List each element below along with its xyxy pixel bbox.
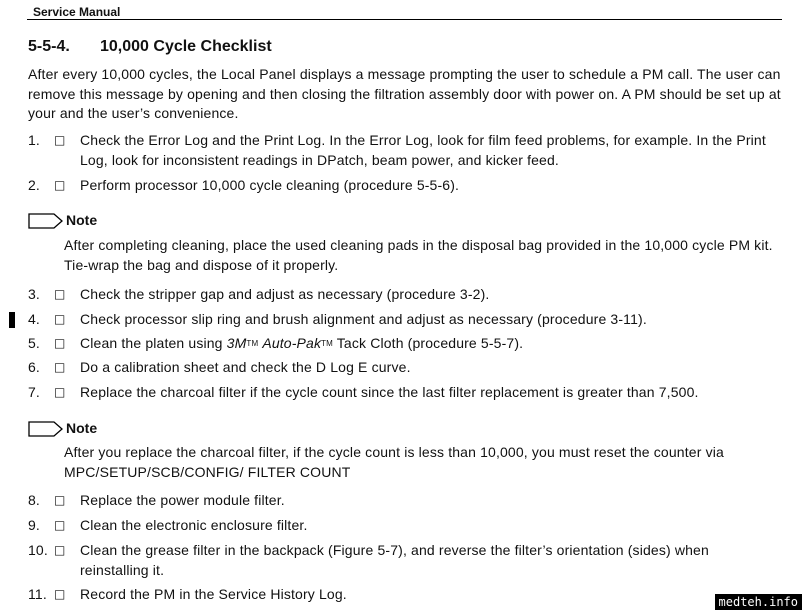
item-number: 9. bbox=[28, 517, 40, 533]
item-text: Clean the electronic enclosure filter. bbox=[80, 517, 308, 533]
item-number: 6. bbox=[28, 359, 40, 375]
item-text: Check the Error Log and the Print Log. In the Error Log, look for film feed problems, for example. In the Print Log, look for inconsistent readings in DPatch, beam power, and kicker feed. bbox=[80, 132, 766, 168]
checkbox-icon[interactable]: □ bbox=[54, 312, 66, 326]
brand-autopak: Auto-Pak bbox=[262, 335, 322, 351]
note-label: Note bbox=[66, 212, 98, 228]
section-title bbox=[28, 38, 272, 56]
item-text: Perform processor 10,000 cycle cleaning (procedure 5-5-6). bbox=[80, 177, 460, 193]
item-text: Replace the charcoal filter if the cycle count since the last filter replacement is greater than 7,500. bbox=[80, 384, 699, 400]
section-title-text: 10,000 Cycle Checklist bbox=[100, 38, 272, 55]
running-header bbox=[27, 4, 782, 20]
item-text: Check the stripper gap and adjust as necessary (procedure 3-2). bbox=[80, 286, 490, 302]
note-arrow-icon bbox=[28, 421, 64, 437]
brand-3m: 3M bbox=[226, 335, 247, 351]
header-label: Service Manual bbox=[33, 5, 121, 19]
intro-paragraph: After every 10,000 cycles, the Local Panel displays a message prompting the user to schedule a PM call. The user can remove this message by opening and then closing the filtration assembly door with power on. A PM should be set up at your and the user’s convenience. bbox=[28, 66, 781, 121]
watermark: medteh.info bbox=[715, 594, 802, 610]
trademark-mark: TM bbox=[321, 339, 333, 348]
checkbox-icon[interactable]: □ bbox=[54, 178, 66, 192]
section-number: 5-5-4. bbox=[28, 38, 70, 55]
item-number: 8. bbox=[28, 492, 40, 508]
checkbox-icon[interactable]: □ bbox=[54, 336, 66, 350]
note-text: After completing cleaning, place the used cleaning pads in the disposal bag provided in the 10,000 cycle PM kit. Tie-wrap the bag and dispose of it properly. bbox=[64, 237, 773, 273]
checkbox-icon[interactable]: □ bbox=[54, 518, 66, 532]
item-text: Check processor slip ring and brush alignment and adjust as necessary (procedure 3-11). bbox=[80, 311, 647, 327]
item-number: 2. bbox=[28, 177, 40, 193]
checkbox-icon[interactable]: □ bbox=[54, 385, 66, 399]
item-number: 11. bbox=[28, 586, 47, 602]
item-text: Record the PM in the Service History Log. bbox=[80, 586, 347, 602]
checkbox-icon[interactable]: □ bbox=[54, 133, 66, 147]
item-text-part: Clean the platen using bbox=[80, 335, 227, 351]
item-number: 1. bbox=[28, 132, 40, 148]
item-number: 3. bbox=[28, 286, 40, 302]
item-text-part: Tack Cloth (procedure 5-5-7). bbox=[332, 335, 524, 351]
note-label: Note bbox=[66, 420, 98, 436]
item-text: Do a calibration sheet and check the D Log E curve. bbox=[80, 359, 411, 375]
item-number: 4. bbox=[28, 311, 40, 327]
note-arrow-icon bbox=[28, 213, 64, 229]
checkbox-icon[interactable]: □ bbox=[54, 493, 66, 507]
note-text: After you replace the charcoal filter, if the cycle count is less than 10,000, you must reset the counter via MPC/SETUP/SCB/CONFIG/ FILTER COUNT bbox=[64, 444, 724, 480]
checkbox-icon[interactable]: □ bbox=[54, 287, 66, 301]
item-number: 5. bbox=[28, 335, 40, 351]
item-text: Clean the grease filter in the backpack (Figure 5-7), and reverse the filter’s orientation (sides) when reinstalling it. bbox=[80, 542, 709, 578]
item-text bbox=[80, 334, 780, 354]
checkbox-icon[interactable]: □ bbox=[54, 360, 66, 374]
checkbox-icon[interactable]: □ bbox=[54, 587, 66, 601]
trademark-mark: TM bbox=[246, 339, 259, 348]
item-number: 7. bbox=[28, 384, 40, 400]
item-number: 10. bbox=[28, 542, 48, 558]
item-text: Replace the power module filter. bbox=[80, 492, 285, 508]
checkbox-icon[interactable]: □ bbox=[54, 543, 66, 557]
revision-bar bbox=[9, 312, 15, 328]
